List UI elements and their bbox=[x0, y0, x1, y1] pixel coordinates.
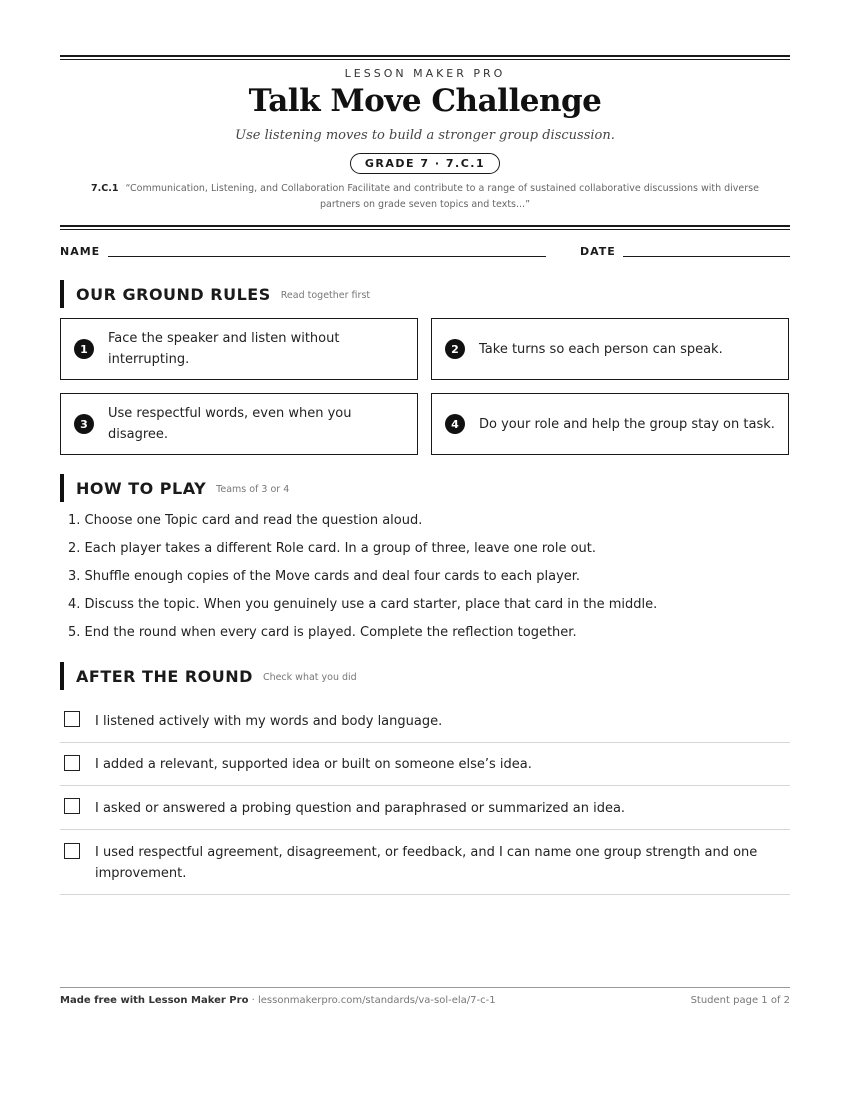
date-field[interactable] bbox=[623, 256, 790, 257]
rule-number-badge: 2 bbox=[445, 339, 465, 359]
checkbox[interactable] bbox=[64, 711, 80, 727]
footer-page-number: Student page 1 of 2 bbox=[690, 995, 790, 1006]
step-item: 2. Each player takes a different Role card. In a group of three, leave one role out. bbox=[68, 541, 597, 556]
rule-number-badge: 1 bbox=[74, 339, 94, 359]
footer-divider bbox=[60, 987, 790, 988]
section-title: OUR GROUND RULES bbox=[76, 284, 271, 304]
page-subtitle: Use listening moves to build a stronger group discussion. bbox=[235, 128, 615, 143]
rule-text: Take turns so each person can speak. bbox=[479, 341, 723, 357]
name-label: NAME bbox=[60, 245, 101, 258]
footer-url[interactable]: · lessonmakerpro.com/standards/va-sol-ela/7-c-1 bbox=[248, 995, 496, 1006]
top-divider bbox=[60, 55, 790, 57]
step-item: 4. Discuss the topic. When you genuinely use a card starter, place that card in the middle. bbox=[68, 597, 658, 612]
grade-badge: GRADE 7 · 7.C.1 bbox=[350, 153, 500, 174]
rule-text: Face the speaker and listen without interrupting. bbox=[108, 331, 340, 367]
checklist-text: I used respectful agreement, disagreement, or feedback, and I can name one group strength and one improvement. bbox=[95, 845, 758, 881]
checkbox[interactable] bbox=[64, 798, 80, 814]
ground-rules-heading bbox=[60, 280, 370, 308]
ground-rule-card bbox=[60, 393, 418, 455]
step-item: 1. Choose one Topic card and read the question aloud. bbox=[68, 513, 423, 528]
how-to-play-steps bbox=[68, 510, 788, 650]
section-title: AFTER THE ROUND bbox=[76, 666, 253, 686]
section-note: Teams of 3 or 4 bbox=[216, 484, 290, 495]
step-item: 3. Shuffle enough copies of the Move cards and deal four cards to each player. bbox=[68, 569, 581, 584]
page-title: Talk Move Challenge bbox=[248, 83, 602, 119]
date-label: DATE bbox=[580, 245, 616, 258]
header-bottom-divider bbox=[60, 225, 790, 227]
step-item: 5. End the round when every card is played. Complete the reflection together. bbox=[68, 625, 577, 640]
checklist-item bbox=[60, 743, 790, 786]
name-field[interactable] bbox=[108, 256, 546, 257]
section-note: Check what you did bbox=[262, 672, 357, 683]
section-marker bbox=[60, 474, 64, 502]
checkbox[interactable] bbox=[64, 755, 80, 771]
checklist-text: I added a relevant, supported idea or built on someone else’s idea. bbox=[95, 757, 532, 772]
checklist-item bbox=[60, 700, 790, 743]
rule-number-badge: 3 bbox=[74, 414, 94, 434]
standard-description bbox=[70, 181, 780, 213]
ground-rule-card bbox=[431, 318, 789, 380]
section-marker bbox=[60, 662, 64, 690]
checklist-text: I asked or answered a probing question and paraphrased or summarized an idea. bbox=[95, 801, 626, 816]
section-marker bbox=[60, 280, 64, 308]
standard-text: “Communication, Listening, and Collaboration Facilitate and contribute to a range of sustained collaborative discussions with diverse partners on grade seven topics and texts...” bbox=[125, 183, 759, 210]
checklist-text: I listened actively with my words and body language. bbox=[95, 714, 443, 729]
checklist-item bbox=[60, 786, 790, 830]
ground-rule-card bbox=[431, 393, 789, 455]
checkbox[interactable] bbox=[64, 843, 80, 859]
footer-credit bbox=[60, 995, 496, 1006]
rule-text: Do your role and help the group stay on task. bbox=[479, 416, 775, 432]
worksheet-page bbox=[60, 0, 790, 1100]
footer-made-with: Made free with Lesson Maker Pro bbox=[60, 995, 249, 1006]
checklist-item bbox=[60, 830, 790, 895]
standard-code: 7.C.1 bbox=[91, 183, 119, 194]
section-note: Read together first bbox=[280, 290, 371, 301]
section-title: HOW TO PLAY bbox=[76, 478, 207, 498]
rule-number-badge: 4 bbox=[445, 414, 465, 434]
rule-text: Use respectful words, even when you disagree. bbox=[108, 406, 352, 442]
after-round-heading bbox=[60, 662, 357, 690]
brand-name: LESSON MAKER PRO bbox=[344, 67, 506, 80]
ground-rule-card bbox=[60, 318, 418, 380]
how-to-play-heading bbox=[60, 474, 289, 502]
